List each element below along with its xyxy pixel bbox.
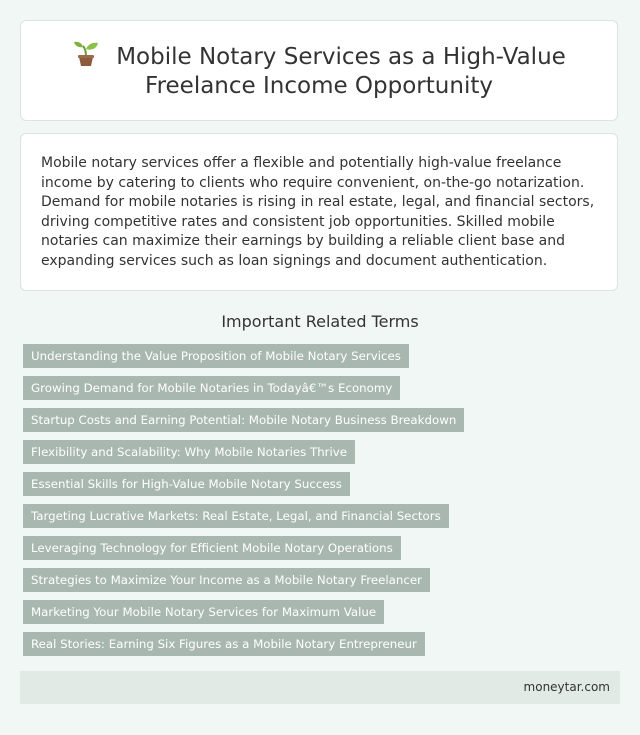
term-tag[interactable]: Startup Costs and Earning Potential: Mobile Notary Business Breakdown — [23, 408, 464, 432]
list-item — [23, 344, 464, 368]
term-tag[interactable]: Leveraging Technology for Efficient Mobile Notary Operations — [23, 536, 401, 560]
list-item — [23, 376, 464, 400]
related-terms-list — [23, 344, 464, 664]
related-terms-heading: Important Related Terms — [221, 312, 419, 331]
summary-card — [20, 133, 618, 291]
term-tag[interactable]: Understanding the Value Proposition of Mobile Notary Services — [23, 344, 409, 368]
list-item — [23, 472, 464, 496]
list-item — [23, 504, 464, 528]
term-tag[interactable]: Marketing Your Mobile Notary Services for Maximum Value — [23, 600, 384, 624]
term-tag[interactable]: Flexibility and Scalability: Why Mobile Notaries Thrive — [23, 440, 355, 464]
term-tag[interactable]: Essential Skills for High-Value Mobile Notary Success — [23, 472, 350, 496]
list-item — [23, 568, 464, 592]
list-item — [23, 408, 464, 432]
term-tag[interactable]: Targeting Lucrative Markets: Real Estate, Legal, and Financial Sectors — [23, 504, 449, 528]
term-tag[interactable]: Growing Demand for Mobile Notaries in Todayâ€™s Economy — [23, 376, 400, 400]
seedling-icon — [72, 41, 100, 67]
term-tag[interactable]: Real Stories: Earning Six Figures as a Mobile Notary Entrepreneur — [23, 632, 425, 656]
title-text: Mobile Notary Services as a High-Value Freelance Income Opportunity — [116, 43, 566, 99]
footer-site-link[interactable]: moneytar.com — [523, 680, 610, 694]
title-card — [20, 20, 618, 121]
list-item — [23, 600, 464, 624]
list-item — [23, 440, 464, 464]
footer — [20, 671, 620, 704]
summary-text: Mobile notary services offer a flexible and potentially high-value freelance income by catering to clients who require convenient, on-the-go notarization. Demand for mobile notaries is rising in real estate, legal, and financial sectors, driving competitive rates and consistent job opportunities. Skilled mobile notaries can maximize their earnings by building a reliable client base and expanding services such as loan signings and document authentication. — [41, 155, 595, 269]
page-title — [59, 41, 579, 101]
term-tag[interactable]: Strategies to Maximize Your Income as a Mobile Notary Freelancer — [23, 568, 430, 592]
list-item — [23, 536, 464, 560]
list-item — [23, 632, 464, 656]
